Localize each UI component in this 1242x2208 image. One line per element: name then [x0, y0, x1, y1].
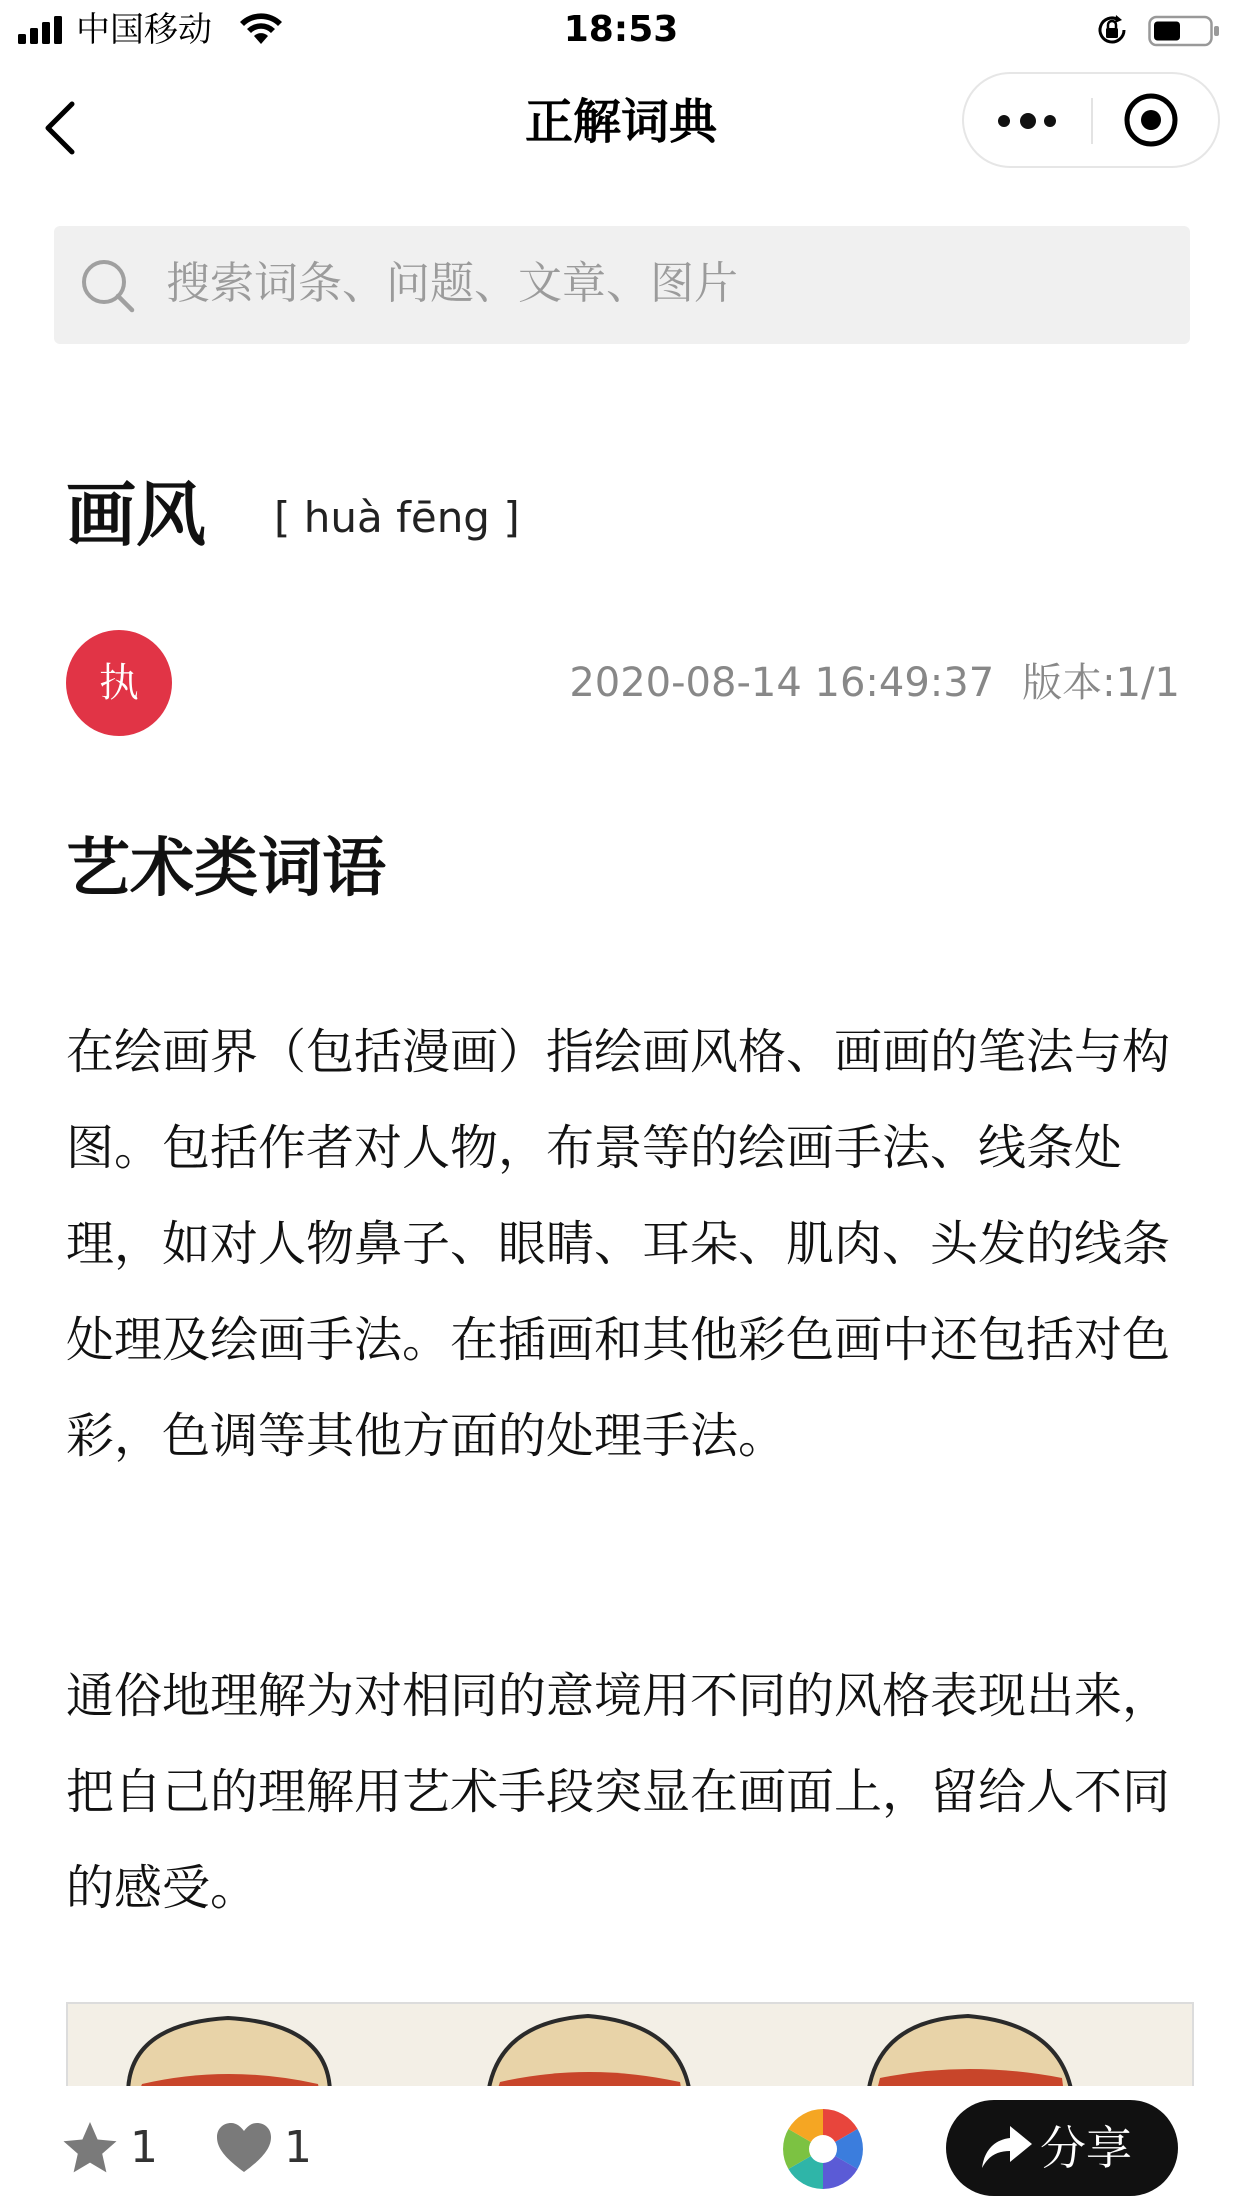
bottom-action-bar	[0, 2086, 1242, 2208]
search-icon	[78, 256, 138, 316]
more-options-button[interactable]	[964, 74, 1091, 166]
search-input[interactable]	[54, 226, 1190, 344]
orientation-lock-icon	[1094, 12, 1130, 48]
status-time: 18:53	[563, 9, 679, 50]
share-to-moments-button[interactable]	[780, 2106, 866, 2192]
term-pinyin: [ huà fēng ]	[274, 493, 520, 542]
moments-aperture-icon	[780, 2106, 866, 2192]
status-bar	[0, 0, 1242, 62]
target-circle-icon	[1093, 74, 1218, 166]
definition-paragraph: 在绘画界（包括漫画）指绘画风格、画画的笔法与构图。包括作者对人物，布景等的绘画手法、线条处理，如对人物鼻子、眼睛、耳朵、肌肉、头发的线条处理及绘画手法。在插画和其他彩色画中还包括对色彩，色调等其他方面的处理手法。	[66, 1024, 1171, 1464]
like-button[interactable]	[214, 2116, 324, 2180]
comic-heads-image	[68, 2004, 1192, 2092]
illustration-image[interactable]	[66, 2002, 1194, 2092]
share-button[interactable]	[946, 2100, 1178, 2196]
more-dot-icon	[998, 115, 1010, 127]
battery-icon	[1148, 14, 1222, 48]
navigation-bar	[0, 62, 1242, 182]
entry-version: 版本:1/1	[1022, 660, 1180, 706]
page-title: 正解词典	[524, 94, 717, 150]
heart-icon	[214, 2118, 274, 2178]
more-dot-icon	[1044, 115, 1056, 127]
entry-meta	[569, 656, 1180, 710]
entry-timestamp: 2020-08-14 16:49:37	[569, 660, 995, 706]
carrier-name: 中国移动	[76, 10, 212, 50]
term-word: 画风	[66, 474, 206, 556]
search-placeholder: 搜索词条、问题、文章、图片	[166, 258, 738, 309]
share-arrow-icon	[980, 2122, 1034, 2172]
share-label: 分享	[1040, 2121, 1132, 2175]
close-mini-program-button[interactable]	[1093, 74, 1218, 166]
more-dot-icon	[1020, 113, 1036, 129]
category-heading: 艺术类词语	[66, 832, 386, 906]
favorite-button[interactable]	[60, 2116, 170, 2180]
definition-paragraph: 通俗地理解为对相同的意境用不同的风格表现出来，把自己的理解用艺术手段突显在画面上，留给人不同的感受。	[66, 1668, 1171, 1916]
author-avatar[interactable]: 执	[66, 630, 172, 736]
star-icon	[60, 2118, 120, 2178]
favorite-count: 1	[130, 2122, 158, 2173]
like-count: 1	[284, 2122, 312, 2173]
mini-program-capsule	[962, 72, 1220, 168]
